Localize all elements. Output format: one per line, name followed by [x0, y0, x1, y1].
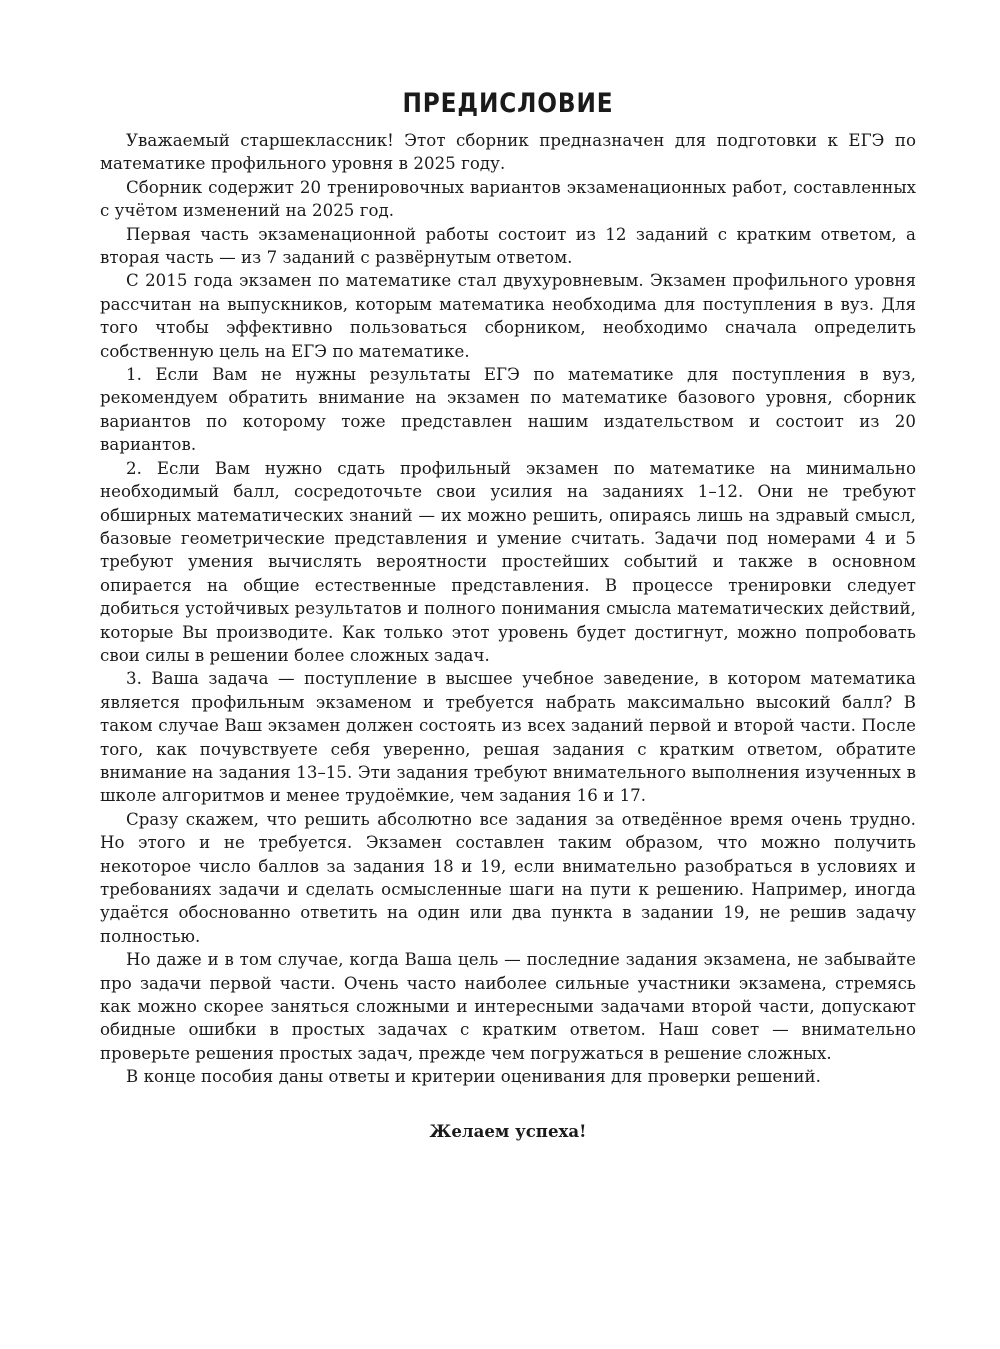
- preface-body: [100, 129, 916, 1089]
- paragraph: Первая часть экзаменационной работы состоит из 12 заданий с кратким ответом, а вторая часть — из 7 заданий с развёрнутым ответом.: [100, 224, 916, 268]
- paragraph: 1. Если Вам не нужны результаты ЕГЭ по математике для поступления в вуз, рекомендуем обратить внимание на экзамен по математике базового уровня, сборник вариантов по которому тоже представлен нашим издательством и состоит из 20 вариантов.: [100, 365, 916, 455]
- paragraph: 3. Ваша задача — поступление в высшее учебное заведение, в котором математика является профильным экзаменом и требуется набрать максимально высокий балл? В таком случае Ваш экзамен должен состоять из всех заданий первой и второй части. После того, как почувствуете себя уверенно, решая задания с кратким ответом, обратите внимание на задания 13–15. Эти задания требуют внимательного выполнения изученных в школе алгоритмов и менее трудоёмкие, чем задания 16 и 17.: [100, 669, 916, 806]
- paragraph: Сборник содержит 20 тренировочных вариантов экзаменационных работ, составленных с учётом изменений на 2025 год.: [100, 177, 916, 221]
- page-title: ПРЕДИСЛОВИЕ: [402, 88, 614, 119]
- paragraph: С 2015 года экзамен по математике стал двухуровневым. Экзамен профильного уровня рассчитан на выпускников, которым математика необходима для поступления в вуз. Для того чтобы эффективно пользоваться сборником, необходимо сначала определить собственную цель на ЕГЭ по математике.: [100, 271, 916, 361]
- preface-page: [100, 88, 916, 1141]
- paragraph: 2. Если Вам нужно сдать профильный экзамен по математике на минимально необходимый балл, сосредоточьте свои усилия на заданиях 1–12. Они не требуют обширных математических знаний — их можно решить, опираясь лишь на здравый смысл, базовые геометрические представления и умение считать. Задачи под номерами 4 и 5 требуют умения вычислять вероятности простейших событий и также в основном опирается на общие естественные представления. В процессе тренировки следует добиться устойчивых результатов и полного понимания смысла математических действий, которые Вы производите. Как только этот уровень будет достигнут, можно попробовать свои силы в решении более сложных задач.: [100, 458, 916, 665]
- closing-wish: Желаем успеха!: [429, 1120, 587, 1141]
- paragraph: Уважаемый старшеклассник! Этот сборник предназначен для подготовки к ЕГЭ по математике профильного уровня в 2025 году.: [100, 131, 916, 174]
- paragraph: В конце пособия даны ответы и критерии оценивания для проверки решений.: [126, 1067, 821, 1087]
- paragraph: Но даже и в том случае, когда Ваша цель — последние задания экзамена, не забывайте про задачи первой части. Очень часто наиболее сильные участники экзамена, стремясь как можно скорее заняться сложными и интересными задачами второй части, допускают обидные ошибки в простых задачах с кратким ответом. Наш совет — внимательно проверьте решения простых задач, прежде чем погружаться в решение сложных.: [100, 950, 916, 1063]
- paragraph: Сразу скажем, что решить абсолютно все задания за отведённое время очень трудно. Но этого и не требуется. Экзамен составлен таким образом, что можно получить некоторое число баллов за задания 18 и 19, если внимательно разобраться в условиях и требованиях задачи и сделать осмысленные шаги на пути к решению. Например, иногда удаётся обоснованно ответить на один или два пункта в задании 19, не решив задачу полностью.: [100, 809, 916, 946]
